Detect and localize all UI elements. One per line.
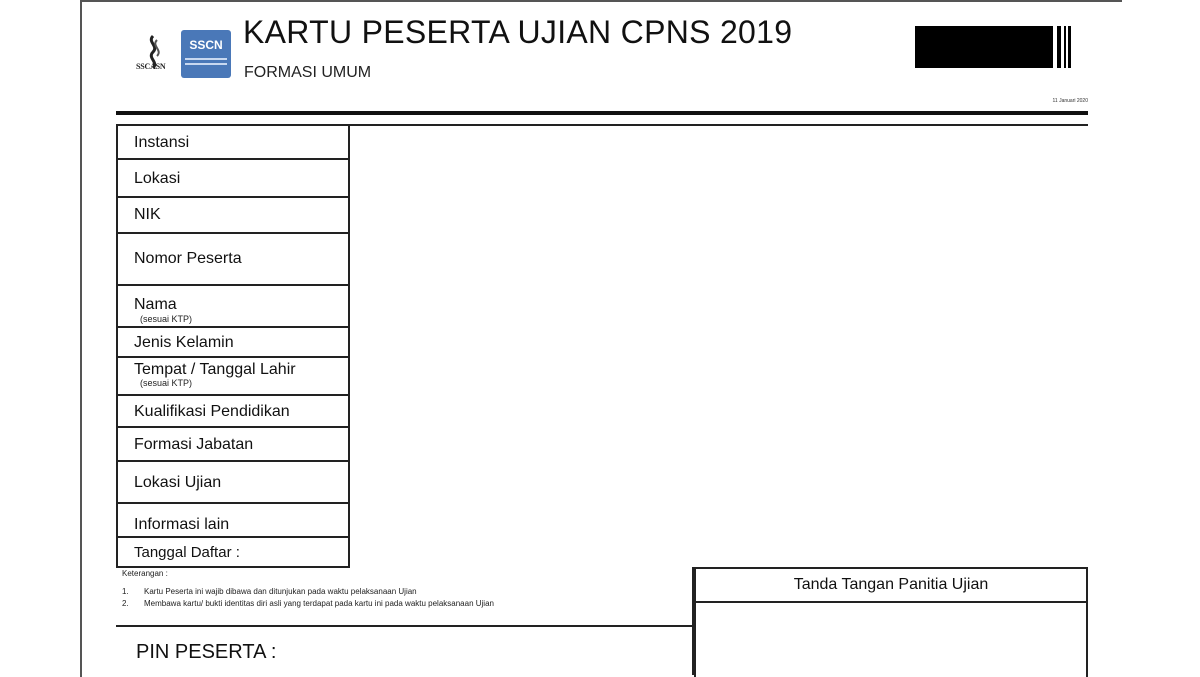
field-row [118, 126, 348, 160]
sscasn-logo-text: SSCASN [136, 62, 166, 71]
field-label: NIK [134, 206, 161, 223]
field-label: Formasi Jabatan [134, 436, 254, 453]
field-label: Instansi [134, 134, 190, 151]
barcode-bar [1064, 26, 1066, 68]
field-label: Informasi lain [134, 516, 230, 533]
notes-title: Keterangan : [122, 569, 168, 578]
field-row [118, 160, 348, 198]
sscn-logo [181, 30, 231, 78]
field-row [118, 462, 348, 504]
note-item [122, 599, 494, 608]
field-label: Lokasi Ujian [134, 474, 222, 491]
field-row [118, 396, 348, 428]
field-note: (sesuai KTP) [140, 378, 193, 388]
field-label: Jenis Kelamin [134, 334, 234, 351]
issue-date: 11 Januari 2020 [1052, 98, 1088, 104]
field-row [118, 538, 348, 566]
field-row [118, 234, 348, 286]
barcode-bar [1057, 26, 1061, 68]
signature-label: Tanda Tangan Panitia Ujian [696, 569, 1086, 603]
header-divider [116, 111, 1088, 115]
field-label: Lokasi [134, 170, 181, 187]
logo-group [133, 30, 233, 80]
sscn-logo-line [185, 58, 227, 60]
field-label: Tanggal Daftar : [134, 544, 240, 561]
note-number: 1. [122, 587, 129, 596]
barcode-bar [1068, 26, 1071, 68]
note-text: Membawa kartu/ bukti identitas diri asli yang terdapat pada kartu ini pada waktu pelaksanaan Ujian [144, 599, 494, 608]
note-text: Kartu Peserta ini wajib dibawa dan ditunjukan pada waktu pelaksanaan Ujian [144, 587, 417, 596]
field-table [116, 124, 350, 568]
note-number: 2. [122, 599, 129, 608]
signature-box [694, 567, 1088, 677]
field-row [118, 198, 348, 234]
sscn-logo-line [185, 63, 227, 65]
pin-label: PIN PESERTA : [136, 641, 277, 663]
page-title: KARTU PESERTA UJIAN CPNS 2019 [243, 14, 793, 50]
field-row [118, 328, 348, 358]
field-row [118, 504, 348, 538]
field-row [118, 428, 348, 462]
field-label: Nama [134, 296, 177, 313]
field-label: Kualifikasi Pendidikan [134, 403, 290, 420]
notes-box [116, 567, 694, 627]
sscn-logo-text: SSCN [189, 38, 223, 52]
sscasn-logo-icon [133, 34, 177, 78]
field-row [118, 358, 348, 396]
table-top-rule [346, 124, 1088, 126]
field-label: Nomor Peserta [134, 250, 242, 267]
barcode-redaction [915, 26, 1053, 68]
field-note: (sesuai KTP) [140, 314, 193, 324]
pin-box [116, 627, 694, 675]
barcode-icon [915, 26, 1075, 68]
note-item [122, 587, 417, 596]
field-label: Tempat / Tanggal Lahir [134, 361, 296, 378]
field-row [118, 286, 348, 328]
page-subtitle: FORMASI UMUM [244, 64, 372, 81]
